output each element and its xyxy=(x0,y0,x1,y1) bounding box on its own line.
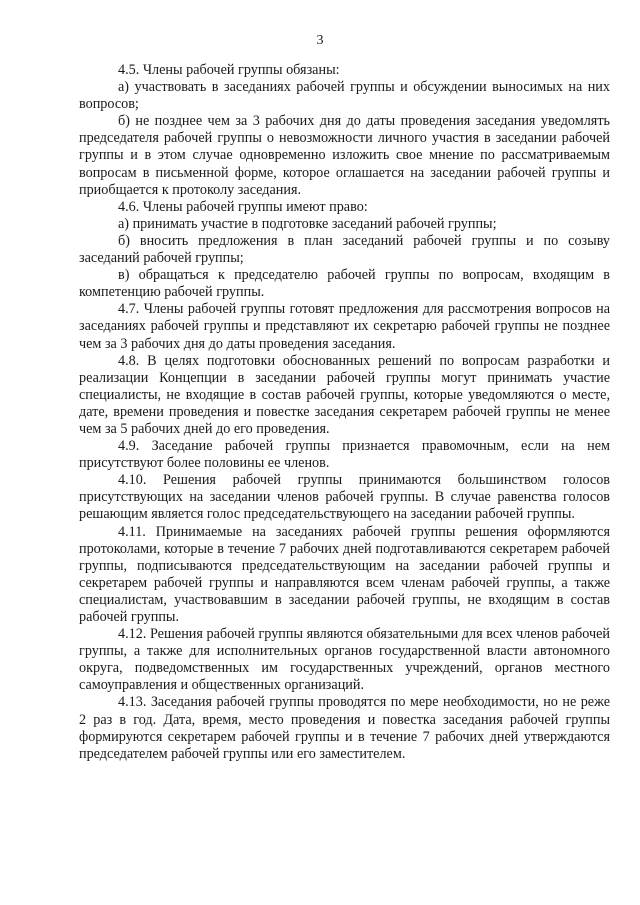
page-number: 3 xyxy=(316,33,324,48)
paragraph-4-5-a: а) участвовать в заседаниях рабочей группы и обсуждении выносимых на них вопросов; xyxy=(79,79,610,113)
paragraph-4-5-heading: 4.5. Члены рабочей группы обязаны: xyxy=(118,62,340,78)
paragraph-4-12: 4.12. Решения рабочей группы являются обязательными для всех членов рабочей группы, а также для исполнительных органов государственной власти автономного округа, подведомственных им государственных учреждений, органов местного самоуправления и общественных организаций. xyxy=(79,626,610,694)
paragraph-4-9: 4.9. Заседание рабочей группы признается правомочным, если на нем присутствуют более половины ее членов. xyxy=(79,438,610,472)
paragraph-4-10: 4.10. Решения рабочей группы принимаются большинством голосов присутствующих на заседании членов рабочей группы. В случае равенства голосов решающим является голос председательствующего на заседании рабочей группы. xyxy=(79,472,610,523)
paragraph-4-7: 4.7. Члены рабочей группы готовят предложения для рассмотрения вопросов на заседаниях рабочей группы и представляют их секретарю рабочей группы не позднее чем за 3 рабочих дня до даты проведения заседания. xyxy=(79,301,610,352)
paragraph-4-6-heading: 4.6. Члены рабочей группы имеют право: xyxy=(118,198,368,215)
document-body xyxy=(79,62,610,763)
paragraph-4-6-c: в) обращаться к председателю рабочей группы по вопросам, входящим в компетенцию рабочей группы. xyxy=(79,267,610,301)
paragraph-4-8: 4.8. В целях подготовки обоснованных решений по вопросам разработки и реализации Концепции в заседании рабочей группы могут принимать участие специалисты, не входящие в состав рабочей группы, которые уведомляются о месте, дате, времени проведения и повестке заседания секретарем рабочей группы не менее чем за 5 рабочих дней до его проведения. xyxy=(79,352,610,437)
paragraph-4-6-a: а) принимать участие в подготовке заседаний рабочей группы; xyxy=(118,215,497,232)
paragraph-4-11: 4.11. Принимаемые на заседаниях рабочей группы решения оформляются протоколами, которые в течение 7 рабочих дней подготавливаются секретарем рабочей группы, подписываются председательствующим на заседании рабочей группы и секретарем рабочей группы и направляются всем членам рабочей группы, а также специалистам, участвовавшим в заседании рабочей группы, не входящим в состав рабочей группы. xyxy=(79,523,610,625)
paragraph-4-6-b: б) вносить предложения в план заседаний рабочей группы и по созыву заседаний рабочей группы; xyxy=(79,232,610,267)
paragraph-4-5-b: б) не позднее чем за 3 рабочих дня до даты проведения заседания уведомлять председателя рабочей группы о невозможности личного участия в заседании рабочей группы и в этом случае одновременно изложить свое мнение по рассматриваемым вопросам в письменной форме, которое оглашается на заседании рабочей группы и приобщается к протоколу заседания. xyxy=(79,113,610,198)
paragraph-4-13: 4.13. Заседания рабочей группы проводятся по мере необходимости, но не реже 2 раз в год. Дата, время, место проведения и повестка заседания рабочей группы формируются секретарем рабочей группы и в течение 7 рабочих дней утверждаются председателем рабочей группы или его заместителем. xyxy=(79,694,610,762)
